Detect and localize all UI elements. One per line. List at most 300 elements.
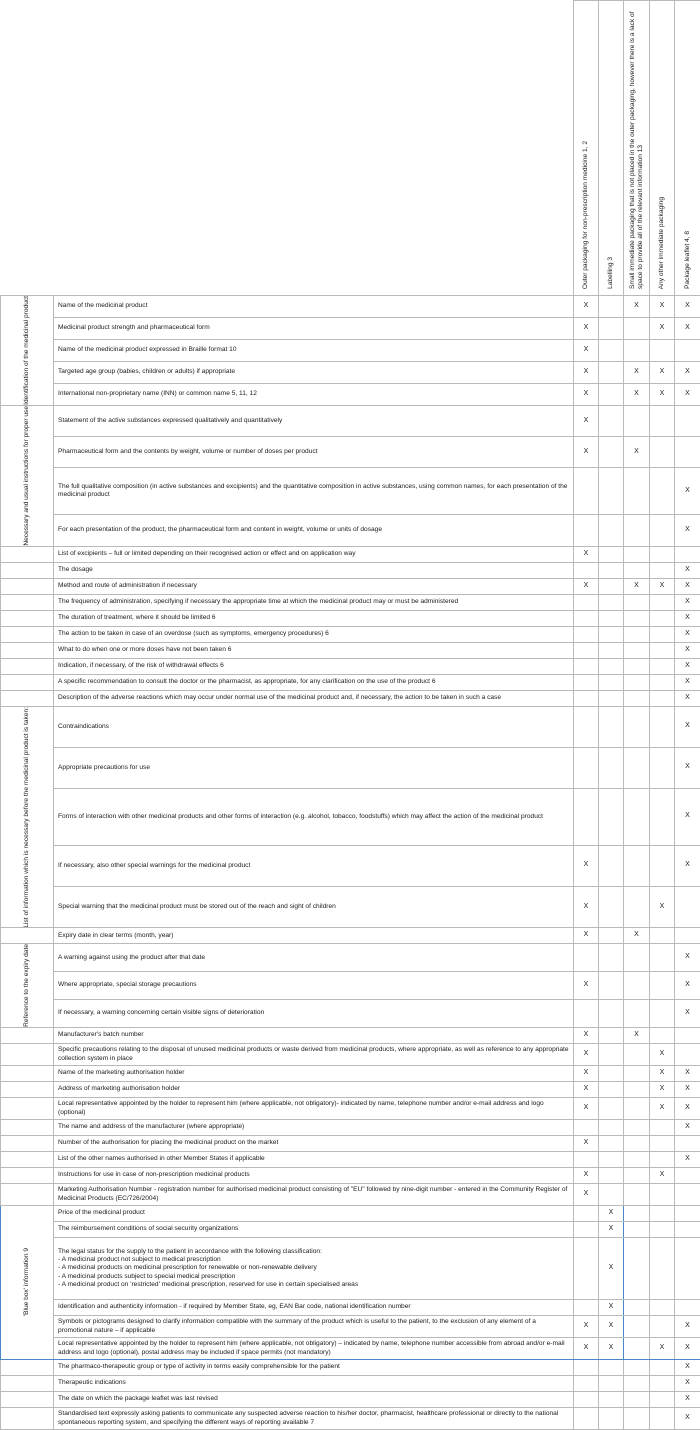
table-row: [1, 1082, 700, 1098]
mark-cell: X: [675, 1392, 700, 1408]
mark-cell: [624, 1238, 650, 1300]
mark-cell: [599, 361, 624, 383]
table-row: [1, 972, 700, 1000]
mark-cell: X: [675, 468, 700, 515]
mark-cell: [574, 674, 599, 690]
requirement-text: If necessary, a warning concerning certain visible signs of deterioration: [54, 1000, 574, 1028]
mark-cell: [650, 1408, 675, 1430]
requirement-text: Name of the marketing authorisation holder: [54, 1066, 574, 1082]
mark-cell: [675, 1300, 700, 1316]
table-row: [1, 578, 700, 594]
mark-cell: [574, 788, 599, 845]
group-empty: [1, 1028, 54, 1044]
table-row: [1, 296, 700, 318]
table-row: [1, 437, 700, 468]
requirement-text: The name and address of the manufacturer (where appropriate): [54, 1120, 574, 1136]
mark-cell: [675, 546, 700, 562]
mark-cell: X: [574, 1136, 599, 1152]
requirement-text: The frequency of administration, specifying if necessary the appropriate time at which the medicinal product may or must be administered: [54, 594, 574, 610]
mark-cell: X: [574, 928, 599, 944]
requirement-text: The duration of treatment, where it should be limited 6: [54, 610, 574, 626]
mark-cell: [599, 706, 624, 747]
group-empty: [1, 1136, 54, 1152]
table-row: [1, 1044, 700, 1066]
mark-cell: X: [599, 1316, 624, 1338]
requirement-text: The full qualitative composition (in active substances and excipients) and the quantitative composition in active substances, using common names, for each presentation of the medicinal product: [54, 468, 574, 515]
mark-cell: [624, 339, 650, 361]
mark-cell: [675, 1028, 700, 1044]
mark-cell: X: [574, 886, 599, 927]
mark-cell: [650, 1300, 675, 1316]
mark-cell: [599, 1066, 624, 1082]
mark-cell: [624, 515, 650, 546]
column-header-other-immediate-packaging: Any other immediate packaging: [650, 1, 675, 296]
mark-cell: X: [675, 1316, 700, 1338]
column-header-small-immediate-packaging: Small immediate packaging that is not placed in the outer packaging, however there is a lack of space to provide all of the relevant information 13: [624, 1, 650, 296]
mark-cell: X: [675, 562, 700, 578]
group-empty: [1, 1376, 54, 1392]
mark-cell: X: [675, 674, 700, 690]
mark-cell: [599, 1184, 624, 1206]
mark-cell: [599, 1098, 624, 1120]
mark-cell: X: [650, 578, 675, 594]
mark-cell: [599, 626, 624, 642]
mark-cell: [599, 747, 624, 788]
mark-cell: [624, 1408, 650, 1430]
mark-cell: [650, 437, 675, 468]
mark-cell: X: [650, 1066, 675, 1082]
mark-cell: X: [574, 405, 599, 436]
table-row: [1, 317, 700, 339]
mark-cell: [650, 1120, 675, 1136]
mark-cell: X: [574, 1044, 599, 1066]
group-empty: [1, 1168, 54, 1184]
mark-cell: [624, 610, 650, 626]
group-empty: [1, 690, 54, 706]
mark-cell: X: [574, 1028, 599, 1044]
mark-cell: [599, 1360, 624, 1376]
mark-cell: [650, 546, 675, 562]
group-empty: [1, 1082, 54, 1098]
mark-cell: [675, 1168, 700, 1184]
mark-cell: [599, 886, 624, 927]
mark-cell: [650, 1360, 675, 1376]
mark-cell: X: [675, 1000, 700, 1028]
mark-cell: X: [675, 515, 700, 546]
mark-cell: [650, 339, 675, 361]
mark-cell: X: [675, 361, 700, 383]
requirement-text: Targeted age group (babies, children or adults) if appropriate: [54, 361, 574, 383]
table-row: [1, 339, 700, 361]
requirement-text: Medicinal product strength and pharmaceutical form: [54, 317, 574, 339]
header-row: [1, 1, 700, 296]
mark-cell: X: [675, 972, 700, 1000]
mark-cell: [599, 944, 624, 972]
table-row: [1, 610, 700, 626]
table-row: [1, 642, 700, 658]
mark-cell: X: [650, 317, 675, 339]
table-row: [1, 674, 700, 690]
table-row: [1, 845, 700, 886]
mark-cell: [650, 706, 675, 747]
mark-cell: [650, 1376, 675, 1392]
mark-cell: [624, 1222, 650, 1238]
group-empty: [1, 1392, 54, 1408]
table-row: [1, 1376, 700, 1392]
mark-cell: [650, 515, 675, 546]
group-empty: [1, 578, 54, 594]
mark-cell: X: [574, 845, 599, 886]
mark-cell: X: [650, 1044, 675, 1066]
mark-cell: [650, 1206, 675, 1222]
mark-cell: [650, 594, 675, 610]
table-row: [1, 1206, 700, 1222]
mark-cell: X: [675, 383, 700, 405]
mark-cell: X: [650, 886, 675, 927]
mark-cell: X: [675, 747, 700, 788]
requirement-text: Identification and authenticity information - if required by Member State, eg, EAN Bar code, national identification number: [54, 1300, 574, 1316]
mark-cell: [624, 1316, 650, 1338]
group-empty: [1, 1360, 54, 1376]
mark-cell: [624, 1206, 650, 1222]
mark-cell: X: [675, 1408, 700, 1430]
mark-cell: [624, 405, 650, 436]
requirement-text: Price of the medicinal product: [54, 1206, 574, 1222]
mark-cell: [599, 437, 624, 468]
requirement-text: Special warning that the medicinal product must be stored out of the reach and sight of children: [54, 886, 574, 927]
mark-cell: X: [650, 1338, 675, 1360]
requirement-text: The dosage: [54, 562, 574, 578]
mark-cell: [599, 317, 624, 339]
requirement-text: Method and route of administration if necessary: [54, 578, 574, 594]
mark-cell: X: [624, 437, 650, 468]
requirement-text: Expiry date in clear terms (month, year): [54, 928, 574, 944]
mark-cell: [650, 845, 675, 886]
mark-cell: [624, 626, 650, 642]
requirement-text: Specific precautions relating to the disposal of unused medicinal products or waste derived from medicinal products, where appropriate, as well as reference to any appropriate collection system in place: [54, 1044, 574, 1066]
mark-cell: [574, 610, 599, 626]
mark-cell: X: [624, 296, 650, 318]
requirement-text: A specific recommendation to consult the doctor or the pharmacist, as appropriate, for any clarification on the use of the product 6: [54, 674, 574, 690]
group-label: Necessary and usual instructions for proper use: [1, 405, 54, 546]
mark-cell: [599, 578, 624, 594]
mark-cell: X: [574, 1066, 599, 1082]
mark-cell: X: [675, 845, 700, 886]
mark-cell: [574, 562, 599, 578]
mark-cell: [599, 594, 624, 610]
requirement-text: Appropriate precautions for use: [54, 747, 574, 788]
mark-cell: [574, 1376, 599, 1392]
requirement-text: Pharmaceutical form and the contents by weight, volume or number of doses per product: [54, 437, 574, 468]
mark-cell: [650, 928, 675, 944]
group-empty: [1, 674, 54, 690]
requirement-text: Therapeutic indications: [54, 1376, 574, 1392]
mark-cell: [624, 788, 650, 845]
mark-cell: X: [574, 1082, 599, 1098]
mark-cell: [624, 594, 650, 610]
mark-cell: [675, 928, 700, 944]
group-empty: [1, 1120, 54, 1136]
mark-cell: [624, 1000, 650, 1028]
mark-cell: [574, 1392, 599, 1408]
mark-cell: [624, 1376, 650, 1392]
mark-cell: [650, 610, 675, 626]
mark-cell: X: [675, 317, 700, 339]
mark-cell: X: [574, 546, 599, 562]
table-row: [1, 405, 700, 436]
table-row: [1, 886, 700, 927]
mark-cell: X: [574, 1316, 599, 1338]
mark-cell: [574, 1000, 599, 1028]
mark-cell: X: [624, 578, 650, 594]
group-empty: [1, 610, 54, 626]
mark-cell: [574, 1300, 599, 1316]
requirement-text: Marketing Authorisation Number - registration number for authorised medicinal product consisting of "EU" followed by nine-digit number - entered in the Community Register of Medicinal Products (EC/726/2004): [54, 1184, 574, 1206]
mark-cell: [624, 674, 650, 690]
table-row: [1, 1338, 700, 1360]
mark-cell: [599, 1392, 624, 1408]
requirement-text: The reimbursement conditions of social security organizations: [54, 1222, 574, 1238]
table-row: [1, 658, 700, 674]
mark-cell: [624, 1300, 650, 1316]
mark-cell: [599, 642, 624, 658]
requirement-text: The pharmaco-therapeutic group or type of activity in terms easily comprehensible for the patient: [54, 1360, 574, 1376]
mark-cell: [675, 1238, 700, 1300]
mark-cell: [599, 468, 624, 515]
requirement-text: Forms of interaction with other medicinal products and other forms of interaction (e.g. alcohol, tobacco, foodstuffs) which may affect the action of the medicinal product: [54, 788, 574, 845]
mark-cell: [599, 1082, 624, 1098]
mark-cell: [650, 1392, 675, 1408]
mark-cell: [574, 1222, 599, 1238]
mark-cell: [599, 928, 624, 944]
mark-cell: [574, 515, 599, 546]
mark-cell: [675, 1136, 700, 1152]
mark-cell: [675, 1044, 700, 1066]
mark-cell: X: [650, 383, 675, 405]
table-row: [1, 690, 700, 706]
mark-cell: X: [624, 928, 650, 944]
requirement-text: Description of the adverse reactions which may occur under normal use of the medicinal product and, if necessary, the action to be taken in such a case: [54, 690, 574, 706]
mark-cell: [574, 1408, 599, 1430]
mark-cell: X: [574, 361, 599, 383]
requirement-text: If necessary, also other special warnings for the medicinal product: [54, 845, 574, 886]
mark-cell: X: [675, 1066, 700, 1082]
mark-cell: [599, 1028, 624, 1044]
mark-cell: X: [675, 706, 700, 747]
table-row: [1, 1120, 700, 1136]
mark-cell: [574, 1238, 599, 1300]
mark-cell: [599, 405, 624, 436]
requirement-text: Name of the medicinal product expressed in Braille format 10: [54, 339, 574, 361]
mark-cell: [650, 972, 675, 1000]
group-label: 'Blue box' information 9: [1, 1206, 54, 1360]
mark-cell: X: [574, 1098, 599, 1120]
mark-cell: X: [599, 1238, 624, 1300]
mark-cell: [650, 1000, 675, 1028]
group-empty: [1, 1044, 54, 1066]
table-row: [1, 706, 700, 747]
requirement-text: Local representative appointed by the holder to represent him (where applicable, not obligatory)- indicated by name, telephone number and/or e-mail address and logo (optional): [54, 1098, 574, 1120]
mark-cell: [624, 1066, 650, 1082]
group-label: List of information which is necessary before the medicinal product is taken:: [1, 706, 54, 928]
mark-cell: [650, 405, 675, 436]
mark-cell: X: [675, 1082, 700, 1098]
mark-cell: [650, 1238, 675, 1300]
mark-cell: [599, 339, 624, 361]
mark-cell: [599, 383, 624, 405]
requirement-text: A warning against using the product after that date: [54, 944, 574, 972]
mark-cell: [650, 1136, 675, 1152]
requirement-text: Indication, if necessary, of the risk of withdrawal effects 6: [54, 658, 574, 674]
mark-cell: [650, 468, 675, 515]
mark-cell: [599, 562, 624, 578]
requirement-text: For each presentation of the product, the pharmaceutical form and content in weight, volume or units of dosage: [54, 515, 574, 546]
mark-cell: [624, 317, 650, 339]
table-row: [1, 1066, 700, 1082]
mark-cell: [650, 747, 675, 788]
mark-cell: [650, 1316, 675, 1338]
mark-cell: X: [650, 1168, 675, 1184]
group-label: Identification of the medicinal product: [1, 296, 54, 406]
mark-cell: X: [574, 972, 599, 1000]
mark-cell: [624, 658, 650, 674]
group-empty: [1, 626, 54, 642]
mark-cell: [624, 706, 650, 747]
mark-cell: X: [675, 1098, 700, 1120]
mark-cell: [650, 626, 675, 642]
mark-cell: [624, 1338, 650, 1360]
table-row: [1, 1408, 700, 1430]
mark-cell: X: [650, 1082, 675, 1098]
requirement-text: The action to be taken in case of an overdose (such as symptoms, emergency procedures) 6: [54, 626, 574, 642]
group-label: Reference to the expiry date: [1, 944, 54, 1028]
mark-cell: [574, 944, 599, 972]
requirement-text: Address of marketing authorisation holder: [54, 1082, 574, 1098]
mark-cell: [574, 690, 599, 706]
mark-cell: [574, 626, 599, 642]
mark-cell: X: [675, 1120, 700, 1136]
mark-cell: [624, 1044, 650, 1066]
group-empty: [1, 562, 54, 578]
mark-cell: X: [675, 1376, 700, 1392]
requirement-text: What to do when one or more doses have not been taken 6: [54, 642, 574, 658]
requirement-text: Local representative appointed by the holder to represent him (where applicable, not obligatory) – indicated by name, telephone number accessible from abroad and/or e-mail address and logo (optional), postal address may be included if space permits (not mandatory): [54, 1338, 574, 1360]
mark-cell: X: [599, 1300, 624, 1316]
mark-cell: [574, 1360, 599, 1376]
mark-cell: [574, 1206, 599, 1222]
mark-cell: X: [574, 317, 599, 339]
table-row: [1, 788, 700, 845]
table-row: [1, 361, 700, 383]
mark-cell: X: [675, 1338, 700, 1360]
mark-cell: [599, 610, 624, 626]
mark-cell: [675, 1184, 700, 1206]
mark-cell: X: [624, 383, 650, 405]
mark-cell: X: [599, 1222, 624, 1238]
mark-cell: X: [675, 642, 700, 658]
group-empty: [1, 642, 54, 658]
mark-cell: X: [574, 1338, 599, 1360]
column-header-package-leaflet: Package leaflet 4, 8: [675, 1, 700, 296]
mark-cell: [650, 788, 675, 845]
mark-cell: [624, 468, 650, 515]
mark-cell: [574, 468, 599, 515]
table-row: [1, 1300, 700, 1316]
mark-cell: [599, 1136, 624, 1152]
table-row: [1, 944, 700, 972]
mark-cell: [624, 1392, 650, 1408]
mark-cell: [675, 437, 700, 468]
table-row: [1, 383, 700, 405]
mark-cell: [650, 658, 675, 674]
mark-cell: [599, 788, 624, 845]
mark-cell: [574, 594, 599, 610]
mark-cell: X: [624, 361, 650, 383]
mark-cell: [650, 690, 675, 706]
mark-cell: [675, 405, 700, 436]
table-row: [1, 1028, 700, 1044]
requirement-text: Where appropriate, special storage precautions: [54, 972, 574, 1000]
mark-cell: [624, 747, 650, 788]
mark-cell: X: [675, 296, 700, 318]
group-empty: [1, 1184, 54, 1206]
mark-cell: [599, 546, 624, 562]
mark-cell: [650, 562, 675, 578]
mark-cell: [650, 674, 675, 690]
column-header-outer-packaging: Outer packaging for non-prescription medicine 1, 2: [574, 1, 599, 296]
mark-cell: X: [574, 437, 599, 468]
mark-cell: [675, 339, 700, 361]
group-empty: [1, 594, 54, 610]
mark-cell: [599, 1120, 624, 1136]
mark-cell: [599, 1408, 624, 1430]
mark-cell: X: [675, 944, 700, 972]
requirement-text: The date on which the package leaflet was last revised: [54, 1392, 574, 1408]
mark-cell: [574, 1120, 599, 1136]
table-row: [1, 1392, 700, 1408]
mark-cell: [574, 747, 599, 788]
table-row: [1, 1222, 700, 1238]
mark-cell: [650, 642, 675, 658]
mark-cell: [599, 674, 624, 690]
table-row: [1, 1316, 700, 1338]
table-row: [1, 1098, 700, 1120]
table-row: [1, 1168, 700, 1184]
table-row: [1, 1238, 700, 1300]
mark-cell: [675, 886, 700, 927]
mark-cell: [675, 1222, 700, 1238]
column-header-labelling: Labelling 3: [599, 1, 624, 296]
mark-cell: X: [650, 361, 675, 383]
mark-cell: [599, 845, 624, 886]
mark-cell: [624, 1082, 650, 1098]
mark-cell: X: [675, 788, 700, 845]
table-row: [1, 594, 700, 610]
mark-cell: [650, 1222, 675, 1238]
group-empty: [1, 658, 54, 674]
requirement-text: International non-proprietary name (INN) or common name 5, 11, 12: [54, 383, 574, 405]
table-row: [1, 546, 700, 562]
mark-cell: X: [574, 1184, 599, 1206]
requirement-text: Symbols or pictograms designed to clarify information compatible with the summary of the product which is useful to the patient, to the exclusion of any element of a promotional nature – if applicable: [54, 1316, 574, 1338]
table-row: [1, 1136, 700, 1152]
mark-cell: [624, 1098, 650, 1120]
group-empty: [1, 546, 54, 562]
mark-cell: [599, 690, 624, 706]
group-empty: [1, 1408, 54, 1430]
requirement-text: Manufacturer's batch number: [54, 1028, 574, 1044]
mark-cell: [599, 515, 624, 546]
